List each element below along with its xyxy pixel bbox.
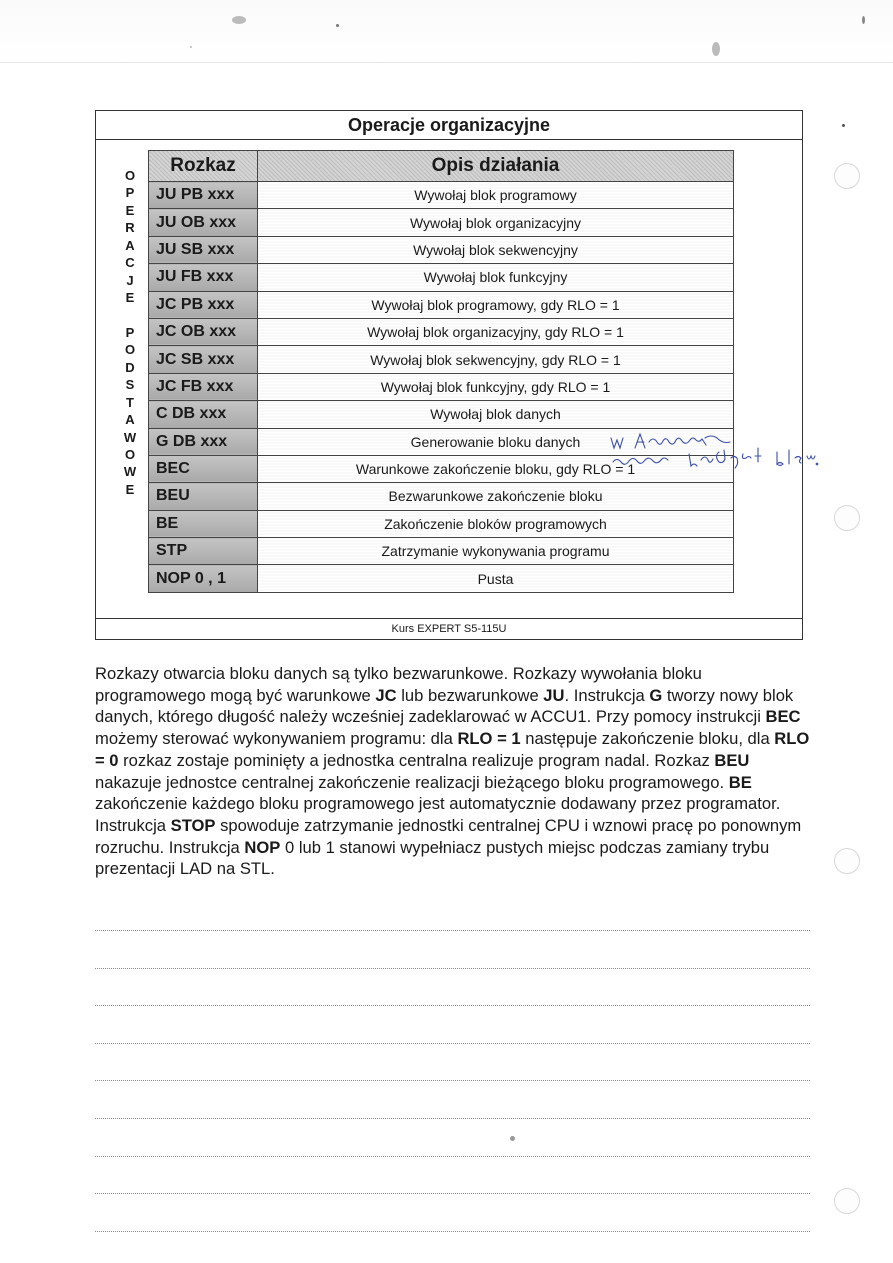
blank-writing-line bbox=[95, 1231, 810, 1232]
side-letter: W bbox=[123, 464, 137, 480]
table-row bbox=[149, 264, 734, 291]
text-run: nakazuje jednostce centralnej zakończenie realizacji bieżącego bloku programowego. bbox=[95, 772, 729, 792]
explanation-paragraph bbox=[95, 663, 815, 880]
side-letter: E bbox=[125, 202, 135, 218]
bold-term: JU bbox=[543, 685, 565, 705]
side-letter: E bbox=[125, 290, 135, 306]
description-cell: Wywołaj blok organizacyjny bbox=[258, 209, 734, 236]
description-cell: Wywołaj blok sekwencyjny bbox=[258, 236, 734, 263]
description-cell: Warunkowe zakończenie bloku, gdy RLO = 1 bbox=[258, 455, 734, 482]
command-cell: JC FB xxx bbox=[149, 373, 258, 400]
table-row bbox=[149, 318, 734, 345]
blank-writing-line bbox=[95, 1118, 810, 1119]
side-letter: P bbox=[125, 185, 135, 201]
table-row bbox=[149, 510, 734, 537]
text-run: 0 lub 1 stanowi wypełniacz pustych miejsc podczas zamiany trybu prezentacji LAD na STL. bbox=[95, 837, 770, 879]
bold-term: RLO = 1 bbox=[457, 729, 521, 749]
scan-edge-line bbox=[0, 62, 893, 63]
command-cell: BE bbox=[149, 510, 258, 537]
box-footer: Kurs EXPERT S5-115U bbox=[96, 618, 802, 641]
command-cell: G DB xxx bbox=[149, 428, 258, 455]
blank-writing-line bbox=[95, 930, 810, 931]
organizational-operations-box bbox=[95, 110, 803, 640]
bold-term: NOP bbox=[244, 837, 281, 857]
table-row bbox=[149, 538, 734, 565]
handwritten-note bbox=[605, 428, 820, 478]
side-letter: P bbox=[125, 324, 135, 340]
text-run: lub bezwarunkowe bbox=[396, 685, 544, 705]
blank-writing-line bbox=[95, 1080, 810, 1081]
punch-hole bbox=[834, 163, 860, 189]
table-row bbox=[149, 291, 734, 318]
table-row bbox=[149, 373, 734, 400]
blank-writing-line bbox=[95, 968, 810, 969]
description-cell: Zakończenie bloków programowych bbox=[258, 510, 734, 537]
blank-writing-line bbox=[95, 1156, 810, 1157]
side-letter: S bbox=[125, 377, 135, 393]
text-run: Rozkazy otwarcia bloku danych są tylko bezwarunkowe. Rozkazy wywołania bloku programowego mogą być warunkowe bbox=[95, 664, 702, 705]
side-letter: J bbox=[126, 272, 134, 288]
command-cell: BEU bbox=[149, 483, 258, 510]
command-cell: C DB xxx bbox=[149, 401, 258, 428]
command-cell: JU PB xxx bbox=[149, 182, 258, 209]
command-cell: JC PB xxx bbox=[149, 291, 258, 318]
side-letter: O bbox=[124, 168, 136, 183]
command-cell: JU OB xxx bbox=[149, 209, 258, 236]
side-letter: D bbox=[125, 359, 135, 375]
box-title: Operacje organizacyjne bbox=[96, 111, 802, 140]
table-row bbox=[149, 565, 734, 592]
vertical-side-label bbox=[116, 167, 144, 498]
description-cell: Zatrzymanie wykonywania programu bbox=[258, 538, 734, 565]
table-row bbox=[149, 401, 734, 428]
bold-term: RLO = 0 bbox=[95, 729, 810, 770]
bold-term: STOP bbox=[170, 815, 216, 835]
command-cell: JU FB xxx bbox=[149, 264, 258, 291]
bold-term: BEC bbox=[765, 707, 801, 727]
description-cell: Wywołaj blok funkcyjny, gdy RLO = 1 bbox=[258, 373, 734, 400]
text-run: możemy sterować wykonywaniem programu: dla bbox=[95, 729, 458, 749]
text-run: zakończenie każdego bloku programowego jest automatycznie dodawany przez programator. Instrukcja bbox=[95, 794, 781, 835]
table-row bbox=[149, 209, 734, 236]
scan-speck bbox=[232, 16, 246, 24]
description-cell: Bezwarunkowe zakończenie bloku bbox=[258, 483, 734, 510]
description-cell: Wywołaj blok organizacyjny, gdy RLO = 1 bbox=[258, 318, 734, 345]
text-run: tworzy nowy blok danych, którego długość należy wcześniej zadeklarować w ACCU1. Przy pomocy instrukcji bbox=[95, 685, 794, 727]
scan-speck bbox=[862, 16, 865, 24]
side-letter: W bbox=[123, 429, 137, 445]
command-cell: JC OB xxx bbox=[149, 318, 258, 345]
punch-hole bbox=[834, 1188, 860, 1214]
scan-speck bbox=[336, 24, 339, 27]
table-row bbox=[149, 182, 734, 209]
side-letter: T bbox=[126, 394, 134, 410]
text-run: . Instrukcja bbox=[564, 685, 650, 705]
side-letter: O bbox=[124, 342, 136, 358]
scan-speck bbox=[510, 1136, 515, 1141]
side-letter: O bbox=[124, 447, 136, 462]
description-cell: Generowanie bloku danych bbox=[258, 428, 734, 455]
bold-term: JC bbox=[375, 685, 397, 705]
bold-term: G bbox=[649, 685, 663, 705]
bold-term: BE bbox=[728, 772, 752, 792]
command-table bbox=[148, 150, 734, 593]
command-cell: JU SB xxx bbox=[149, 236, 258, 263]
side-letter: C bbox=[125, 255, 135, 271]
command-cell: JC SB xxx bbox=[149, 346, 258, 373]
description-cell: Wywołaj blok programowy, gdy RLO = 1 bbox=[258, 291, 734, 318]
punch-hole bbox=[834, 505, 860, 531]
table-row bbox=[149, 346, 734, 373]
header-command: Rozkaz bbox=[149, 151, 258, 182]
table-row bbox=[149, 236, 734, 263]
scan-speck bbox=[842, 124, 845, 127]
header-description: Opis działania bbox=[258, 151, 734, 182]
description-cell: Wywołaj blok funkcyjny bbox=[258, 264, 734, 291]
scan-top-margin bbox=[0, 0, 893, 62]
side-letter: A bbox=[125, 237, 135, 253]
table-header-row bbox=[149, 151, 734, 182]
punch-hole bbox=[834, 848, 860, 874]
command-cell: STP bbox=[149, 538, 258, 565]
side-letter: A bbox=[125, 412, 135, 428]
side-letter: R bbox=[125, 220, 135, 236]
command-cell: NOP 0 , 1 bbox=[149, 565, 258, 592]
blank-writing-line bbox=[95, 1005, 810, 1006]
scan-speck bbox=[712, 42, 720, 56]
blank-writing-line bbox=[95, 1043, 810, 1044]
description-cell: Wywołaj blok programowy bbox=[258, 182, 734, 209]
description-cell: Pusta bbox=[258, 565, 734, 592]
command-cell: BEC bbox=[149, 455, 258, 482]
blank-writing-line bbox=[95, 1193, 810, 1194]
text-run: spowoduje zatrzymanie jednostki centralnej CPU i wznowi pracę po ponownym rozruchu. Instrukcja bbox=[95, 815, 802, 857]
table-row bbox=[149, 483, 734, 510]
text-run: rozkaz zostaje pominięty a jednostka centralna realizuje program nadal. Rozkaz bbox=[118, 750, 715, 770]
side-letter: E bbox=[125, 481, 135, 497]
description-cell: Wywołaj blok sekwencyjny, gdy RLO = 1 bbox=[258, 346, 734, 373]
text-run: następuje zakończenie bloku, dla bbox=[520, 729, 775, 749]
scan-speck bbox=[190, 46, 192, 48]
description-cell: Wywołaj blok danych bbox=[258, 401, 734, 428]
bold-term: BEU bbox=[714, 750, 750, 770]
